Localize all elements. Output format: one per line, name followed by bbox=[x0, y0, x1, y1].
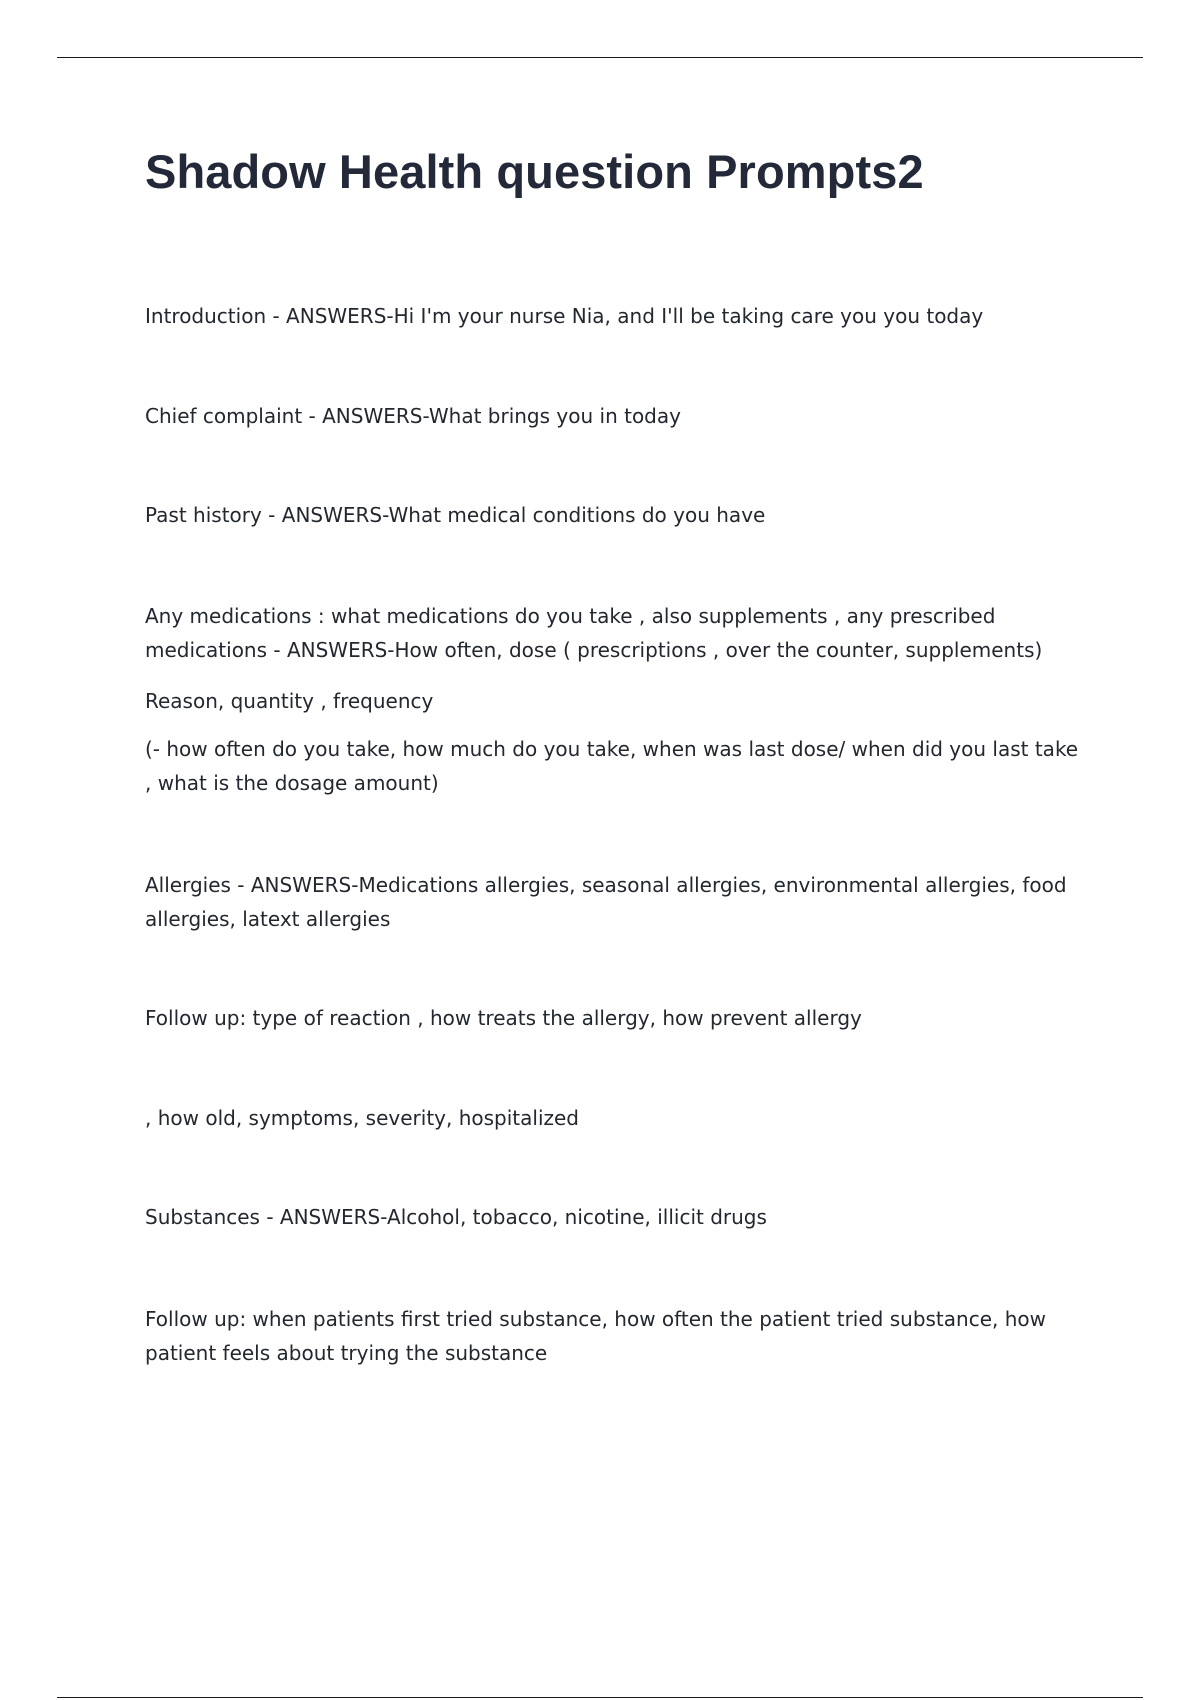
top-rule bbox=[57, 57, 1143, 58]
paragraph-introduction: Introduction - ANSWERS-Hi I'm your nurse Nia, and I'll be taking care you you today bbox=[145, 304, 984, 328]
paragraph-allergies: Allergies - ANSWERS-Medications allergies, seasonal allergies, environmental allergies, food allergies, latext allergies bbox=[145, 873, 1067, 931]
paragraph-past-history: Past history - ANSWERS-What medical conditions do you have bbox=[145, 503, 766, 527]
paragraph-substances: Substances - ANSWERS-Alcohol, tobacco, nicotine, illicit drugs bbox=[145, 1205, 767, 1229]
paragraph-reason-quantity: Reason, quantity , frequency bbox=[145, 689, 434, 713]
paragraph-medications: Any medications : what medications do you take , also supplements , any prescribed medications - ANSWERS-How often, dose ( prescriptions , over the counter, supplements) bbox=[145, 604, 1043, 662]
paragraph-dosage-questions: (- how often do you take, how much do you take, when was last dose/ when did you last take , what is the dosage amount) bbox=[145, 737, 1079, 795]
bottom-rule bbox=[57, 1697, 1143, 1698]
paragraph-allergy-details: , how old, symptoms, severity, hospitalized bbox=[145, 1106, 580, 1130]
paragraph-substance-follow-up: Follow up: when patients first tried substance, how often the patient tried substance, how patient feels about trying the substance bbox=[145, 1307, 1046, 1365]
paragraph-allergy-follow-up: Follow up: type of reaction , how treats the allergy, how prevent allergy bbox=[145, 1006, 862, 1030]
paragraph-chief-complaint: Chief complaint - ANSWERS-What brings you in today bbox=[145, 404, 681, 428]
document-title: Shadow Health question Prompts2 bbox=[145, 145, 924, 198]
